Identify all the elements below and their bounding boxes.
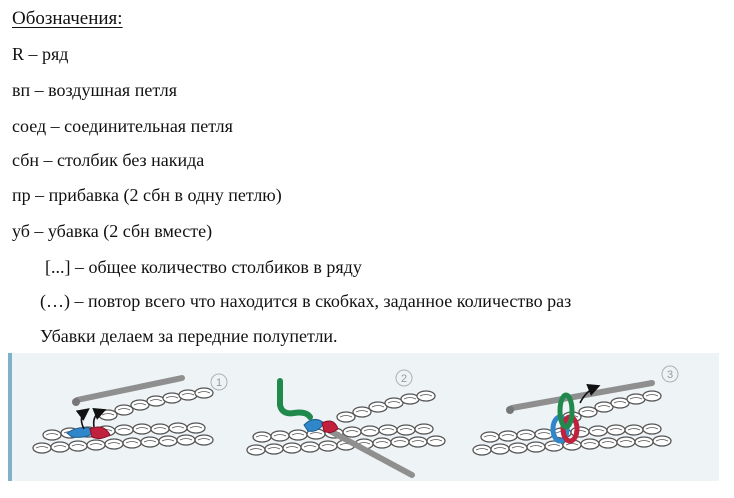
- step-2-number: 2: [400, 373, 408, 385]
- legend-item-pr: пр – прибавка (2 сбн в одну петлю): [12, 185, 282, 205]
- legend-item-repeat: (…) – повтор всего что находится в скобках, заданное количество раз: [40, 291, 572, 311]
- legend-item-ub: уб – убавка (2 сбн вместе): [12, 221, 213, 241]
- step-1-illustration: [33, 374, 227, 453]
- legend-item-vp: вп – воздушная петля: [12, 80, 178, 100]
- step-2-illustration: [247, 370, 445, 475]
- arrow-icon: [81, 411, 86, 429]
- yarn-loop-red: [322, 421, 338, 433]
- decrease-illustration-panel: [8, 353, 719, 481]
- fabric-rows: [33, 388, 213, 453]
- decrease-illustration: [12, 353, 719, 481]
- step-3-number: 3: [666, 369, 674, 381]
- step-3-illustration: [473, 366, 678, 455]
- yarn-strand-green: [280, 381, 310, 417]
- step-1-number: 1: [215, 377, 223, 389]
- legend-item-sbn: сбн – столбик без накида: [12, 150, 205, 170]
- legend-title: Обозначения:: [12, 8, 123, 29]
- legend-item-total: [...] – общее количество столбиков в ряду: [45, 257, 362, 277]
- fabric-rows: [247, 391, 445, 455]
- legend-note-decrease: Убавки делаем за передние полупетли.: [40, 326, 338, 346]
- legend-item-r: R – ряд: [12, 44, 69, 64]
- legend-item-soed: соед – соединительная петля: [12, 116, 233, 136]
